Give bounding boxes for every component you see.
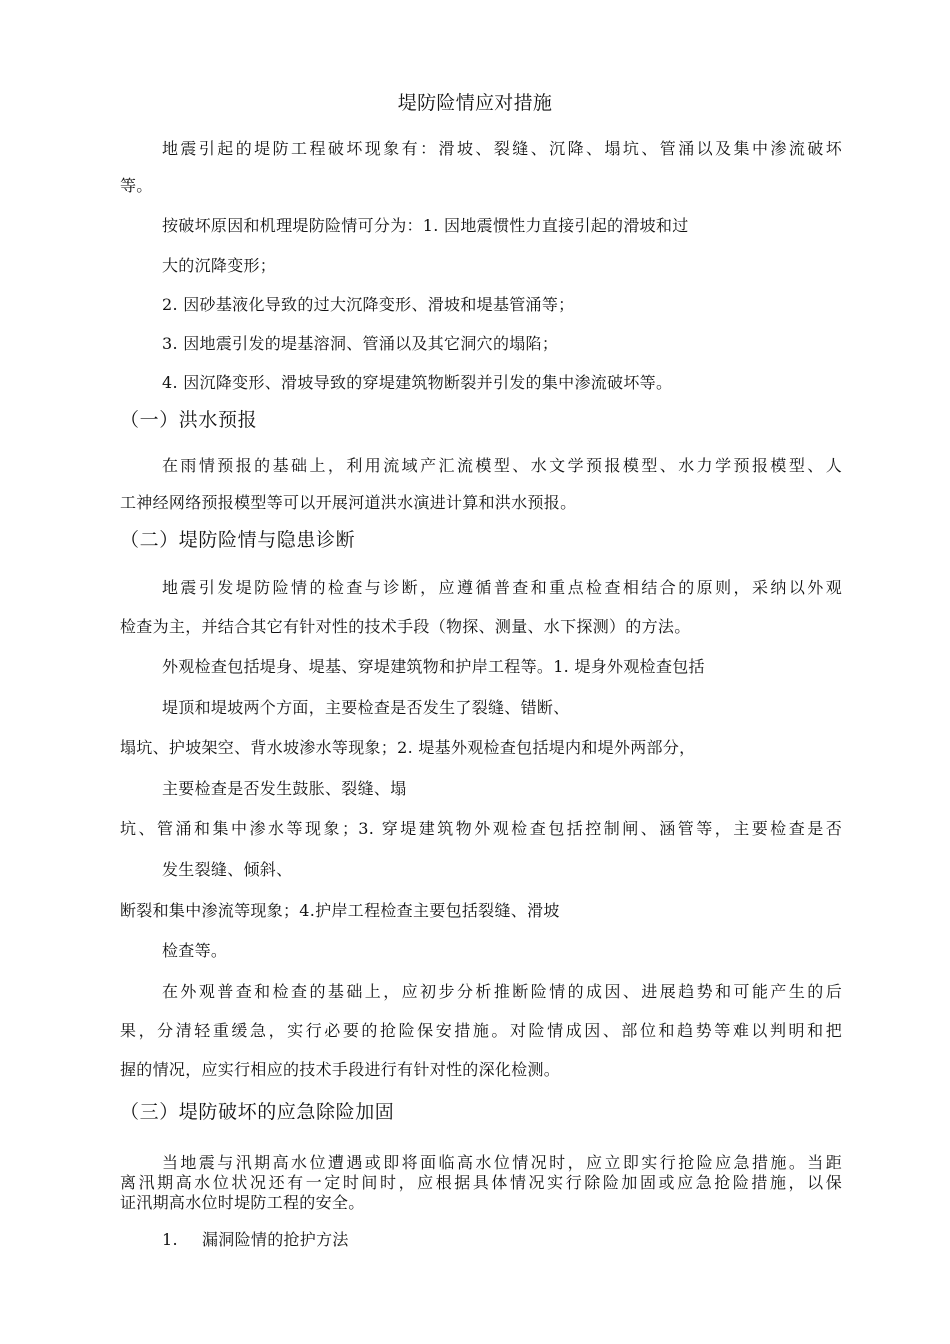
- list-item-number: 1.: [162, 1230, 178, 1249]
- paragraph-line: 发生裂缝、倾斜、: [162, 860, 293, 879]
- paragraph-line: 检查为主，并结合其它有针对性的技术手段（物探、测量、水下探测）的方法。: [120, 617, 691, 636]
- paragraph-line: 果，分清轻重缓急，实行必要的抢险保安措施。对险情成因、部位和趋势等难以判明和把: [120, 1021, 842, 1040]
- list-item: 3. 因地震引发的堤基溶洞、管涌以及其它洞穴的塌陷；: [162, 334, 559, 353]
- list-item-text: 漏洞险情的抢护方法: [202, 1230, 349, 1249]
- paragraph-line: 塌坑、护坡架空、背水坡渗水等现象；2. 堤基外观检查包括堤内和堤外两部分，: [120, 738, 696, 757]
- list-item: 2. 因砂基液化导致的过大沉降变形、滑坡和堤基管涌等；: [162, 295, 575, 314]
- paragraph-line: 按破坏原因和机理堤防险情可分为：1. 因地震惯性力直接引起的滑坡和过: [162, 216, 689, 235]
- paragraph-line: 坑、管涌和集中渗水等现象；3. 穿堤建筑物外观检查包括控制闸、涵管等，主要检查是否: [120, 819, 842, 838]
- paragraph-line: 检查等。: [162, 941, 228, 960]
- paragraph-line: 当地震与汛期高水位遭遇或即将面临高水位情况时，应立即实行抢险应急措施。当距: [162, 1153, 842, 1172]
- paragraph-line: 证汛期高水位时堤防工程的安全。: [120, 1193, 365, 1212]
- paragraph-line: 地震引起的堤防工程破坏现象有：滑坡、裂缝、沉降、塌坑、管涌以及集中渗流破坏: [162, 139, 842, 158]
- paragraph-line: 主要检查是否发生鼓胀、裂缝、塌: [162, 779, 407, 798]
- paragraph-line: 等。: [120, 176, 153, 195]
- section-heading: （一）洪水预报: [120, 409, 258, 431]
- section-heading: （三）堤防破坏的应急除险加固: [120, 1101, 395, 1123]
- paragraph-line: 堤顶和堤坡两个方面，主要检查是否发生了裂缝、错断、: [162, 698, 570, 717]
- list-item: 4. 因沉降变形、滑坡导致的穿堤建筑物断裂并引发的集中渗流破坏等。: [162, 373, 673, 392]
- paragraph-line: 工神经网络预报模型等可以开展河道洪水演进计算和洪水预报。: [120, 493, 577, 512]
- paragraph-line: 握的情况，应实行相应的技术手段进行有针对性的深化检测。: [120, 1060, 561, 1079]
- paragraph-line: 断裂和集中渗流等现象；4.护岸工程检查主要包括裂缝、滑坡: [120, 901, 560, 920]
- paragraph-line: 外观检查包括堤身、堤基、穿堤建筑物和护岸工程等。1. 堤身外观检查包括: [162, 657, 705, 676]
- paragraph-line: 在外观普查和检查的基础上，应初步分析推断险情的成因、进展趋势和可能产生的后: [162, 982, 842, 1001]
- section-heading: （二）堤防险情与隐患诊断: [120, 529, 356, 551]
- paragraph-line: 离汛期高水位状况还有一定时间时，应根据具体情况实行除险加固或应急抢险措施，以保: [120, 1173, 842, 1192]
- paragraph-line: 地震引发堤防险情的检查与诊断，应遵循普查和重点检查相结合的原则，采纳以外观: [162, 578, 842, 597]
- paragraph-line: 大的沉降变形；: [162, 256, 277, 275]
- document-title: 堤防险情应对措施: [397, 92, 553, 114]
- paragraph-line: 在雨情预报的基础上，利用流域产汇流模型、水文学预报模型、水力学预报模型、人: [162, 456, 842, 475]
